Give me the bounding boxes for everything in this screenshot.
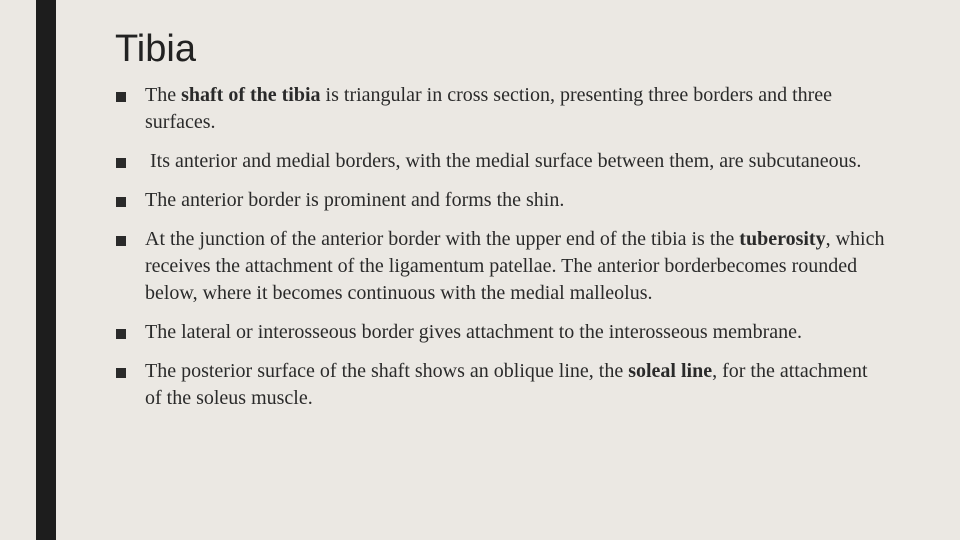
bullet-item <box>115 226 885 307</box>
text-run: The <box>145 84 182 106</box>
bullet-text <box>145 189 564 211</box>
square-bullet-icon <box>116 368 126 378</box>
slide-title: Tibia <box>115 28 196 70</box>
bullet-list <box>115 82 885 424</box>
bold-term: shaft of the tibia <box>181 84 321 106</box>
bullet-text <box>145 321 802 343</box>
square-bullet-icon <box>116 92 126 102</box>
square-bullet-icon <box>116 158 126 168</box>
text-run: is triangular in cross section, presenting three borders and three surfaces. <box>145 84 833 133</box>
bullet-item <box>115 148 885 175</box>
text-run: , for the attachment of the soleus muscle. <box>145 360 868 409</box>
bullet-text <box>145 150 861 172</box>
bullet-item <box>115 82 885 136</box>
bullet-item <box>115 319 885 346</box>
text-run: Its anterior and medial borders, with the medial surface between them, are subcutaneous. <box>145 150 862 172</box>
square-bullet-icon <box>116 236 126 246</box>
bullet-text <box>145 360 868 409</box>
text-run: The anterior border is prominent and forms the shin. <box>145 189 565 211</box>
accent-bar <box>36 0 56 540</box>
text-run: The posterior surface of the shaft shows an oblique line, the <box>145 360 629 382</box>
text-run: The lateral or interosseous border gives attachment to the interosseous membrane. <box>145 321 803 343</box>
bold-term: tuberosity <box>739 228 826 250</box>
square-bullet-icon <box>116 329 126 339</box>
square-bullet-icon <box>116 197 126 207</box>
bullet-text <box>145 228 884 304</box>
bullet-item <box>115 187 885 214</box>
bullet-text <box>145 84 832 133</box>
text-run: , which receives the attachment of the ligamentum patellae. The anterior borderbecomes rounded below, where it becomes continuous with the medial malleolus. <box>145 228 885 304</box>
bullet-item <box>115 358 885 412</box>
text-run: At the junction of the anterior border with the upper end of the tibia is the <box>145 228 740 250</box>
bold-term: soleal line <box>628 360 713 382</box>
